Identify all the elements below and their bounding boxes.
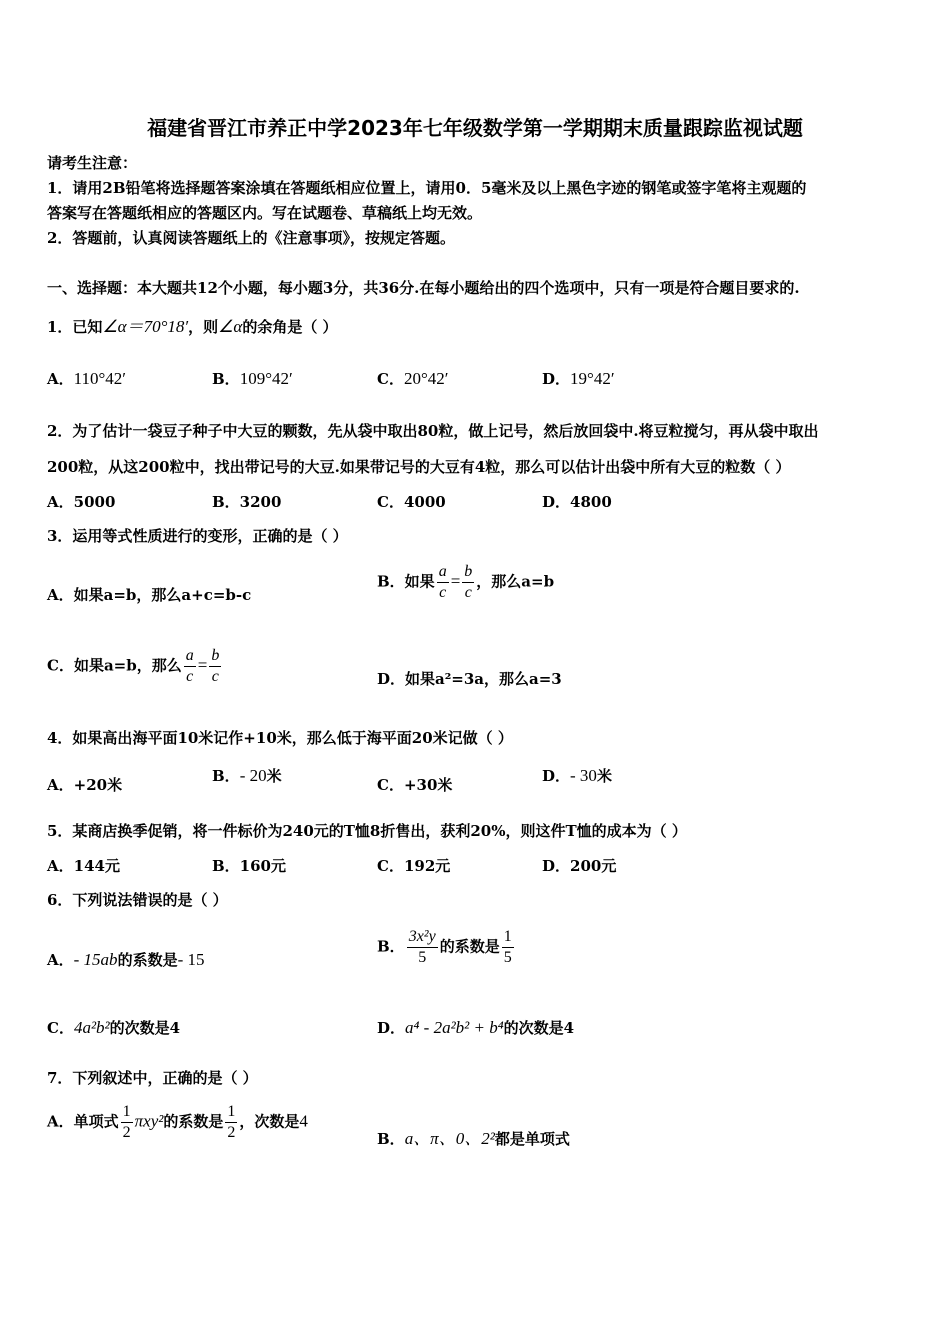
notice-line-1b: 答案写在答题纸相应的答题区内。写在试题卷、草稿纸上均无效。 <box>47 204 483 222</box>
q2-option-d: D．4800 <box>542 493 612 511</box>
section-heading: 一、选择题：本大题共12个小题，每小题3分，共36分.在每小题给出的四个选项中，只有一项是符合题目要求的. <box>47 279 800 297</box>
q5-option-d: D．200元 <box>542 857 617 875</box>
q2-option-b: B．3200 <box>212 493 282 511</box>
q3-option-b: B．如果 $\frac{a}{c}$ = $\frac{b}{c}$ ，那么a=b <box>377 563 555 601</box>
q5-option-b: B．160元 <box>212 857 286 875</box>
notice-line-2: 2．答题前，认真阅读答题纸上的《注意事项》，按规定答题。 <box>47 229 455 247</box>
q7-option-a: A．单项式 $\frac{1}{2}$ πxy²的系数是 $\frac{1}{2}$ ，次数是4 <box>47 1103 308 1141</box>
q3-option-a: A．如果a=b，那么a+c=b-c <box>47 586 252 604</box>
q1-option-c: C．20°42′ <box>377 369 449 388</box>
notice-line-1a: 1．请用2B铅笔将选择题答案涂填在答题纸相应位置上，请用0．5毫米及以上黑色字迹的钢笔或签字笔将主观题的 <box>47 179 807 197</box>
angle-expression: ∠α＝70°18′ <box>102 317 189 336</box>
question-4-stem: 4．如果高出海平面10米记作+10米，那么低于海平面20米记做（ ） <box>47 729 513 747</box>
q6-option-d: D．a⁴ - 2a²b² + b⁴的次数是4 <box>377 1018 575 1037</box>
q2-option-c: C．4000 <box>377 493 446 511</box>
q6-option-c: C．4a²b²的次数是4 <box>47 1018 181 1037</box>
q4-option-d: D．- 30米 <box>542 766 612 785</box>
q3-option-c: C．如果a=b，那么 $\frac{a}{c}$ = $\frac{b}{c}$ <box>47 647 220 685</box>
notice-heading: 请考生注意： <box>47 154 138 172</box>
alpha-symbol: ∠α <box>218 317 243 336</box>
q4-option-a: A．+20米 <box>47 776 123 794</box>
question-2-line-2: 200粒，从这200粒中，找出带记号的大豆.如果带记号的大豆有4粒，那么可以估计出袋中所有大豆的粒数（ ） <box>47 458 791 476</box>
q1-option-d: D．19°42′ <box>542 369 615 388</box>
question-1-stem: 1．已知∠α＝70°18′，则∠α的余角是（ ） <box>47 317 338 336</box>
q2-option-a: A．5000 <box>47 493 116 511</box>
page-title: 福建省晋江市养正中学2023年七年级数学第一学期期末质量跟踪监视试题 <box>147 116 803 140</box>
q6-option-b: B． $\frac{\text{3x²y}}{5}$ 的系数是 $\frac{1}{5}$ <box>377 928 512 966</box>
question-5-stem: 5．某商店换季促销，将一件标价为240元的T恤8折售出，获利20%，则这件T恤的成本为（ ） <box>47 822 687 840</box>
q1-option-a: A．110°42′ <box>47 369 127 388</box>
question-3-stem: 3．运用等式性质进行的变形，正确的是（ ） <box>47 527 348 545</box>
q1-option-b: B．109°42′ <box>212 369 293 388</box>
q5-option-c: C．192元 <box>377 857 451 875</box>
q3-option-d: D．如果a²=3a，那么a=3 <box>377 670 562 688</box>
question-7-stem: 7．下列叙述中，正确的是（ ） <box>47 1069 258 1087</box>
question-2-line-1: 2．为了估计一袋豆子种子中大豆的颗数，先从袋中取出80粒，做上记号，然后放回袋中.将豆粒搅匀，再从袋中取出 <box>47 422 819 440</box>
q5-option-a: A．144元 <box>47 857 120 875</box>
q4-option-c: C．+30米 <box>377 776 453 794</box>
q4-option-b: B．- 20米 <box>212 766 282 785</box>
q7-option-b: B．a、π、0、2²都是单项式 <box>377 1129 570 1148</box>
question-6-stem: 6．下列说法错误的是（ ） <box>47 891 228 909</box>
q6-option-a: A．- 15ab的系数是- 15 <box>47 950 205 969</box>
